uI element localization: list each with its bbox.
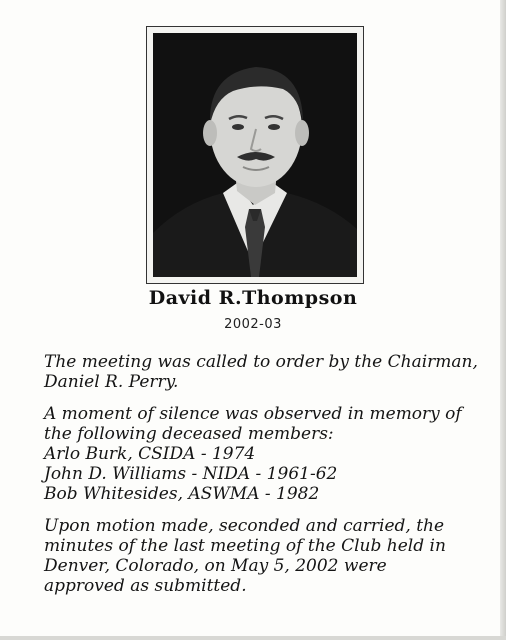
minutes-line: minutes of the last meeting of the Club held in bbox=[44, 536, 446, 556]
minutes-line: A moment of silence was observed in memory of bbox=[44, 404, 462, 424]
minutes-line: Daniel R. Perry. bbox=[44, 372, 179, 392]
minutes-line: The meeting was called to order by the Chairman, bbox=[44, 352, 478, 372]
minutes-line: Upon motion made, seconded and carried, the bbox=[44, 516, 445, 536]
minutes-line: approved as submitted. bbox=[44, 576, 247, 596]
minutes-paragraph-call-to-order bbox=[44, 352, 484, 392]
member-term: 2002-03 bbox=[224, 317, 282, 332]
member-name: David R.Thompson bbox=[148, 287, 358, 309]
deceased-member: Arlo Burk, CSIDA - 1974 bbox=[44, 444, 256, 464]
minutes-line: the following deceased members: bbox=[44, 424, 334, 444]
minutes-paragraph-silence bbox=[44, 404, 484, 504]
deceased-member: John D. Williams - NIDA - 1961-62 bbox=[44, 464, 338, 484]
portrait-illustration bbox=[153, 33, 357, 277]
portrait-photo bbox=[153, 33, 357, 277]
portrait-frame bbox=[146, 26, 364, 284]
minutes-paragraph-approval bbox=[44, 516, 484, 596]
deceased-member: Bob Whitesides, ASWMA - 1982 bbox=[44, 484, 320, 504]
page-bottom-edge bbox=[0, 636, 506, 640]
minutes-line: Denver, Colorado, on May 5, 2002 were bbox=[44, 556, 387, 576]
